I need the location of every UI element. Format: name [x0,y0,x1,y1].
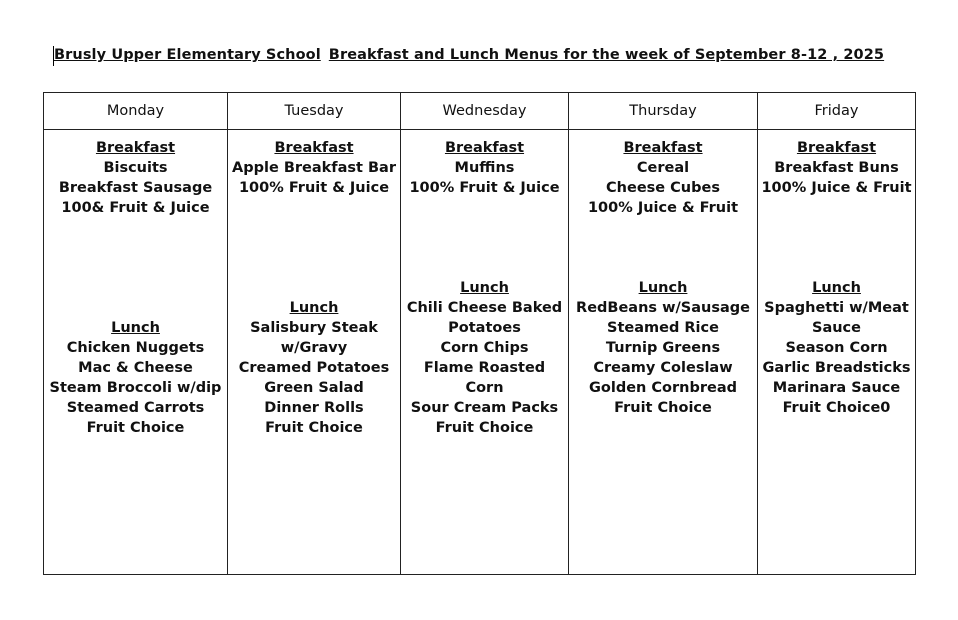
breakfast-heading: Breakfast [444,140,525,156]
menu-item: Sauce [812,320,861,336]
menu-item: Cereal [636,160,690,176]
breakfast-section [401,138,568,198]
menu-item: Salisbury Steak [250,320,378,336]
menu-item: Corn Chips [440,340,529,356]
menu-item: Muffins [454,160,515,176]
lunch-section [569,278,757,418]
menu-item: 100% Fruit & Juice [238,180,390,196]
breakfast-section [44,138,227,218]
menu-item: 100% Juice & Fruit [761,180,912,196]
table-header-row [44,93,916,130]
breakfast-section [758,138,915,198]
breakfast-heading: Breakfast [95,140,176,156]
menu-item: Chicken Nuggets [66,340,205,356]
day-cell-thursday [569,130,758,575]
menu-item: Dinner Rolls [264,400,364,416]
day-header: Thursday [569,93,758,130]
menu-item: Steam Broccoli w/dip [49,380,222,396]
day-cell-friday [758,130,916,575]
document-title [54,47,884,63]
breakfast-section [569,138,757,218]
day-header: Monday [44,93,228,130]
menu-item: Steamed Rice [607,320,719,336]
menu-item: Fruit Choice0 [782,400,891,416]
menu-item: Potatoes [448,320,521,336]
menu-item: 100& Fruit & Juice [61,200,210,216]
breakfast-heading: Breakfast [796,140,877,156]
menu-item: Mac & Cheese [78,360,193,376]
menu-item: Chili Cheese Baked [406,300,563,316]
weekly-menu-table [43,92,916,575]
menu-item: 100% Fruit & Juice [409,180,560,196]
menu-item: Turnip Greens [605,340,721,356]
menu-item: 100% Juice & Fruit [587,200,739,216]
menu-item: Breakfast Buns [774,160,899,176]
breakfast-section [228,138,400,198]
lunch-heading: Lunch [812,280,861,296]
day-header: Tuesday [228,93,401,130]
day-cell-wednesday [401,130,569,575]
menu-item: Fruit Choice [265,420,363,436]
lunch-heading: Lunch [460,280,509,296]
menu-item: Creamy Coleslaw [593,360,733,376]
menu-item: Marinara Sauce [772,380,901,396]
school-name: Brusly Upper Elementary School [54,47,321,63]
lunch-section [228,298,400,438]
day-header: Wednesday [401,93,569,130]
lunch-section [44,318,227,438]
lunch-section [758,278,915,418]
day-header: Friday [758,93,916,130]
lunch-section [401,278,568,438]
menu-item: Flame Roasted [423,360,546,376]
menu-item: Season Corn [785,340,888,356]
menu-item: Garlic Breadsticks [762,360,911,376]
menu-item: Green Salad [264,380,364,396]
day-cell-tuesday [228,130,401,575]
menu-item: RedBeans w/Sausage [576,300,750,316]
menu-item: Sour Cream Packs [410,400,559,416]
breakfast-heading: Breakfast [623,140,703,156]
menu-item: Spaghetti w/Meat [764,300,909,316]
lunch-heading: Lunch [289,300,339,316]
day-cell-monday [44,130,228,575]
menu-title: Breakfast and Lunch Menus for the week of September 8-12 , 2025 [328,47,885,63]
menu-item: Corn [465,380,504,396]
menu-item: Steamed Carrots [66,400,205,416]
menu-item: Creamed Potatoes [238,360,390,376]
menu-item: Biscuits [103,160,168,176]
menu-item: Breakfast Sausage [58,180,213,196]
menu-item: Golden Cornbread [588,380,738,396]
menu-item: w/Gravy [280,340,348,356]
menu-item: Fruit Choice [614,400,712,416]
lunch-heading: Lunch [638,280,688,296]
menu-row [44,130,916,575]
menu-item: Fruit Choice [86,420,185,436]
menu-item: Fruit Choice [435,420,534,436]
menu-item: Apple Breakfast Bar [232,160,396,176]
lunch-heading: Lunch [111,320,160,336]
menu-item: Cheese Cubes [606,180,720,196]
breakfast-heading: Breakfast [274,140,354,156]
